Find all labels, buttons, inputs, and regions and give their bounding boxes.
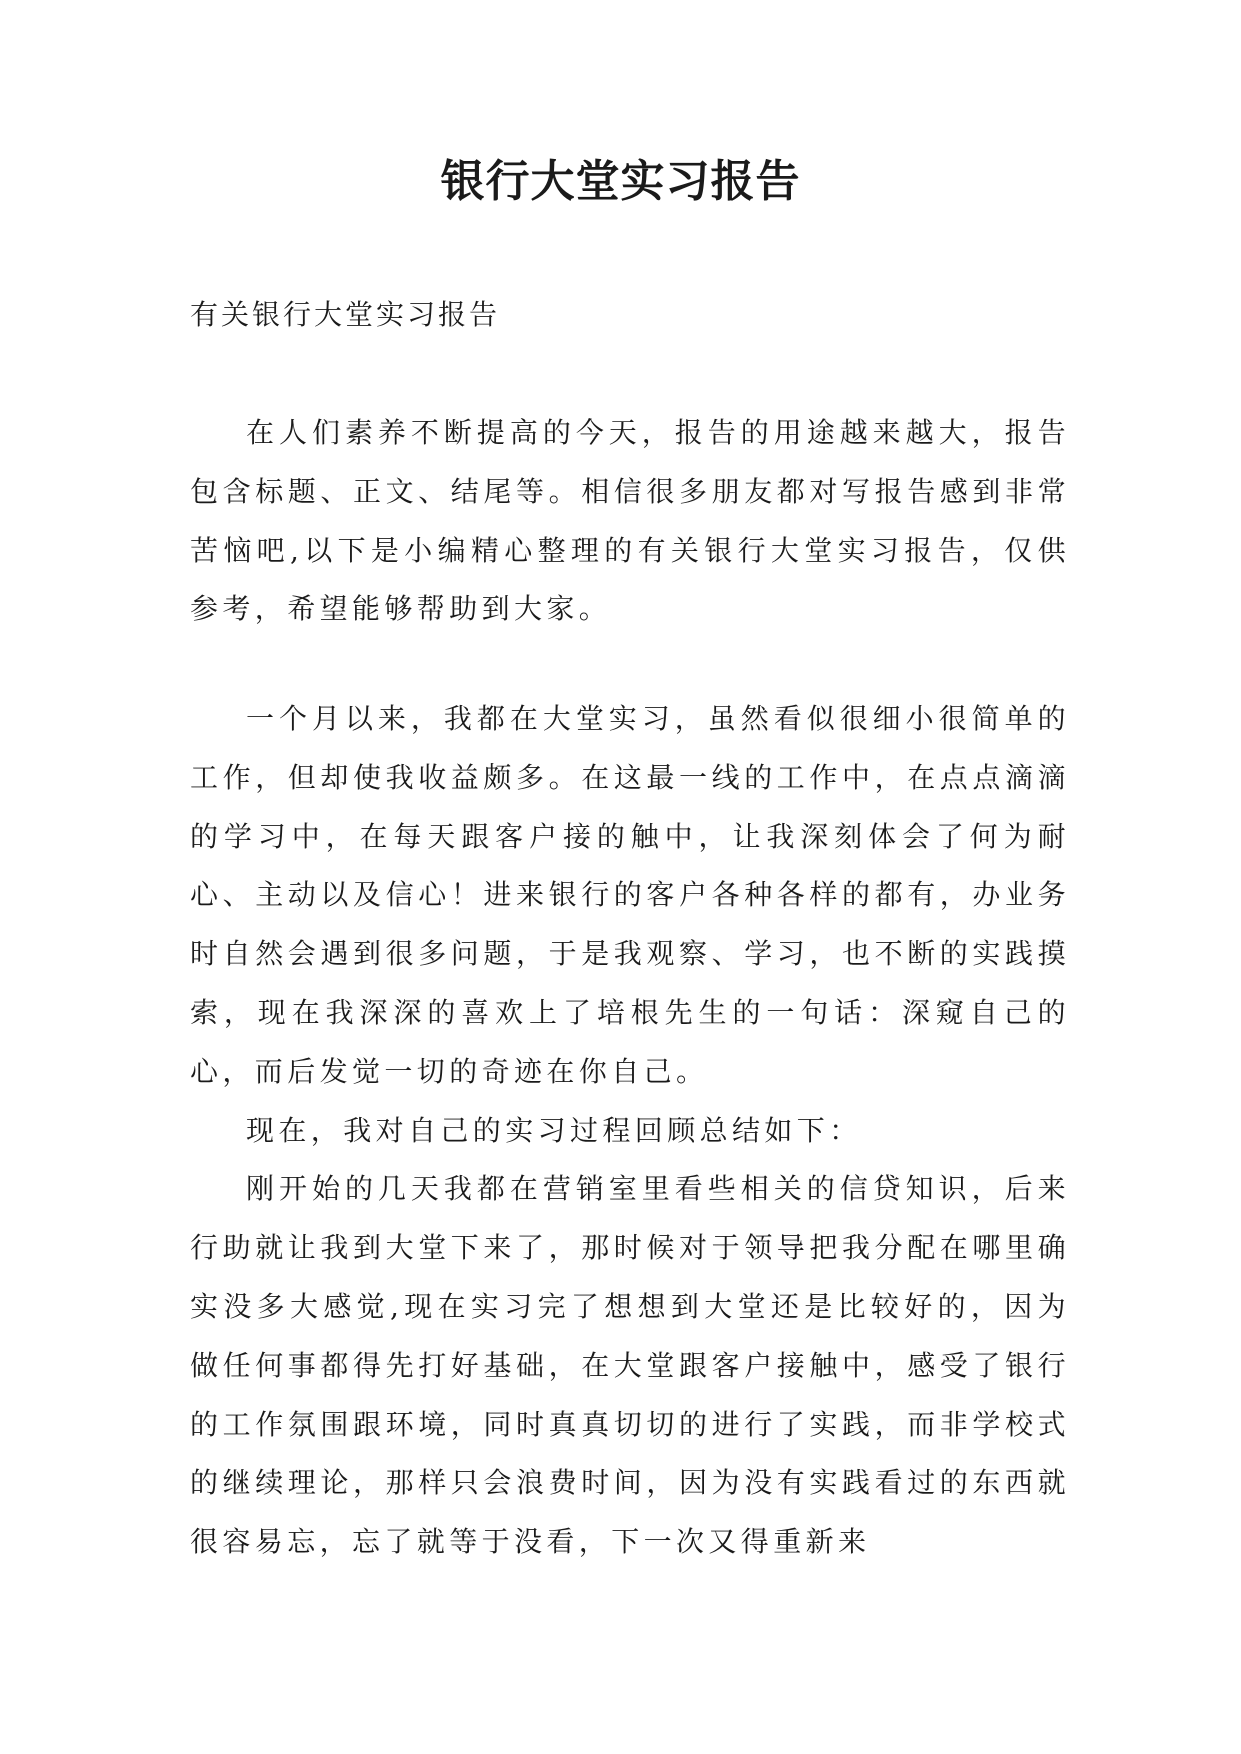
body-paragraph-3: 刚开始的几天我都在营销室里看些相关的信贷知识，后来行助就让我到大堂下来了，那时候对于领导把我分配在哪里确实没多大感觉,现在实习完了想想到大堂还是比较好的，因为做任何事都得先打好基础，在大堂跟客户接触中，感受了银行的工作氛围跟环境，同时真真切切的进行了实践，而非学校式的继续理论，那样只会浪费时间，因为没有实践看过的东西就很容易忘，忘了就等于没看，下一次又得重新来 xyxy=(190,1172,1070,1559)
document-subtitle: 有关银行大堂实习报告 xyxy=(190,298,501,331)
intro-paragraph: 在人们素养不断提高的今天，报告的用途越来越大，报告包含标题、正文、结尾等。相信很多朋友都对写报告感到非常苦恼吧,以下是小编精心整理的有关银行大堂实习报告，仅供参考，希望能够帮助到大家。 xyxy=(190,416,1070,626)
body-paragraph-2: 现在，我对自己的实习过程回顾总结如下： xyxy=(246,1113,862,1147)
document-title: 银行大堂实习报告 xyxy=(440,156,801,207)
body-section xyxy=(190,690,1070,1572)
body-paragraph-1: 一个月以来，我都在大堂实习，虽然看似很细小很简单的工作，但却使我收益颇多。在这最一线的工作中，在点点滴滴的学习中，在每天跟客户接的触中，让我深刻体会了何为耐心、主动以及信心！进来银行的客户各种各样的都有，办业务时自然会遇到很多问题，于是我观察、学习，也不断的实践摸索，现在我深深的喜欢上了培根先生的一句话：深窥自己的心，而后发觉一切的奇迹在你自己。 xyxy=(190,702,1070,1088)
intro-section xyxy=(190,404,1070,639)
